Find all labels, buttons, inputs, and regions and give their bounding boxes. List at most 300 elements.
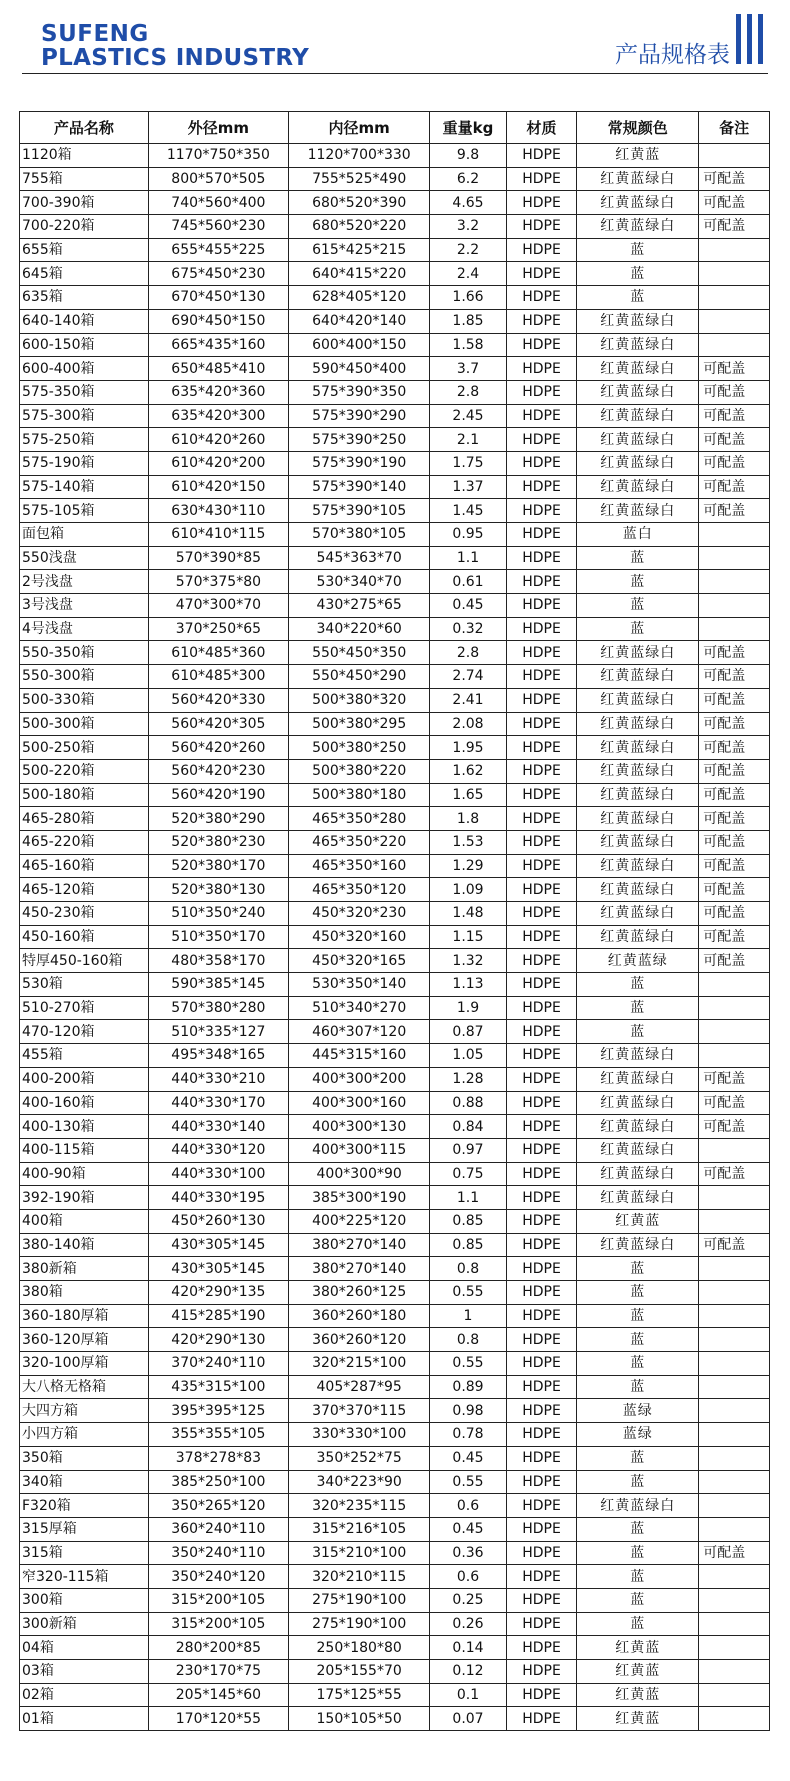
product-name-cell: 700-220箱: [20, 215, 149, 239]
material-cell: HDPE: [506, 1683, 577, 1707]
outer-size-cell: 635*420*300: [148, 404, 288, 428]
outer-size-cell: 610*420*150: [148, 475, 288, 499]
remark-cell: 可配盖: [699, 191, 770, 215]
outer-size-cell: 560*420*330: [148, 688, 288, 712]
weight-cell: 0.45: [430, 1446, 506, 1470]
material-cell: HDPE: [506, 1352, 577, 1376]
color-cell: 蓝: [577, 546, 699, 570]
material-cell: HDPE: [506, 238, 577, 262]
table-row: [20, 1067, 770, 1091]
weight-cell: 0.78: [430, 1423, 506, 1447]
outer-size-cell: 570*390*85: [148, 546, 288, 570]
inner-size-cell: 615*425*215: [288, 238, 429, 262]
product-name-cell: 320-100厚箱: [20, 1352, 149, 1376]
outer-size-cell: 1170*750*350: [148, 144, 288, 168]
material-cell: HDPE: [506, 594, 577, 618]
remark-cell: [699, 144, 770, 168]
product-name-cell: 400-90箱: [20, 1162, 149, 1186]
product-name-cell: 400-160箱: [20, 1091, 149, 1115]
material-cell: HDPE: [506, 783, 577, 807]
weight-cell: 1.05: [430, 1044, 506, 1068]
table-row: [20, 830, 770, 854]
product-name-cell: 360-120厚箱: [20, 1328, 149, 1352]
remark-cell: 可配盖: [699, 1541, 770, 1565]
inner-size-cell: 500*380*180: [288, 783, 429, 807]
product-name-cell: 450-160箱: [20, 925, 149, 949]
material-cell: HDPE: [506, 333, 577, 357]
inner-size-cell: 400*300*115: [288, 1138, 429, 1162]
table-row: [20, 1470, 770, 1494]
remark-cell: [699, 1636, 770, 1660]
weight-cell: 0.85: [430, 1209, 506, 1233]
remark-cell: 可配盖: [699, 759, 770, 783]
table-row: [20, 1186, 770, 1210]
inner-size-cell: 575*390*290: [288, 404, 429, 428]
weight-cell: 1.09: [430, 878, 506, 902]
table-row: [20, 523, 770, 547]
product-name-cell: 大八格无格箱: [20, 1375, 149, 1399]
color-cell: 蓝: [577, 286, 699, 310]
remark-cell: 可配盖: [699, 783, 770, 807]
brand-line-2: PLASTICS INDUSTRY: [41, 45, 310, 71]
remark-cell: 可配盖: [699, 167, 770, 191]
remark-cell: [699, 996, 770, 1020]
table-row: [20, 191, 770, 215]
product-name-cell: 510-270箱: [20, 996, 149, 1020]
weight-cell: 0.45: [430, 1517, 506, 1541]
table-row: [20, 1375, 770, 1399]
remark-cell: 可配盖: [699, 878, 770, 902]
decorative-bars-icon: [736, 14, 763, 64]
outer-size-cell: 230*170*75: [148, 1660, 288, 1684]
color-cell: 红黄蓝绿: [577, 949, 699, 973]
color-cell: 蓝: [577, 1588, 699, 1612]
table-row: [20, 238, 770, 262]
product-name-cell: 01箱: [20, 1707, 149, 1731]
outer-size-cell: 740*560*400: [148, 191, 288, 215]
remark-cell: [699, 1328, 770, 1352]
color-cell: 红黄蓝绿白: [577, 712, 699, 736]
remark-cell: [699, 1375, 770, 1399]
inner-size-cell: 680*520*390: [288, 191, 429, 215]
material-cell: HDPE: [506, 854, 577, 878]
table-row: [20, 1328, 770, 1352]
remark-cell: [699, 1494, 770, 1518]
table-row: [20, 1494, 770, 1518]
weight-cell: 2.08: [430, 712, 506, 736]
table-row: [20, 665, 770, 689]
outer-size-cell: 370*250*65: [148, 617, 288, 641]
table-row: [20, 1257, 770, 1281]
color-cell: 蓝: [577, 1565, 699, 1589]
remark-cell: [699, 333, 770, 357]
inner-size-cell: 400*300*90: [288, 1162, 429, 1186]
remark-cell: 可配盖: [699, 1162, 770, 1186]
inner-size-cell: 350*252*75: [288, 1446, 429, 1470]
inner-size-cell: 175*125*55: [288, 1683, 429, 1707]
outer-size-cell: 560*420*260: [148, 736, 288, 760]
material-cell: HDPE: [506, 1281, 577, 1305]
remark-cell: [699, 617, 770, 641]
material-cell: HDPE: [506, 262, 577, 286]
weight-cell: 1.95: [430, 736, 506, 760]
remark-cell: [699, 1304, 770, 1328]
page-header: [0, 0, 790, 80]
color-cell: 红黄蓝绿白: [577, 665, 699, 689]
inner-size-cell: 500*380*295: [288, 712, 429, 736]
weight-cell: 0.88: [430, 1091, 506, 1115]
inner-size-cell: 755*525*490: [288, 167, 429, 191]
inner-size-cell: 545*363*70: [288, 546, 429, 570]
inner-size-cell: 315*210*100: [288, 1541, 429, 1565]
product-name-cell: 500-300箱: [20, 712, 149, 736]
weight-cell: 0.55: [430, 1470, 506, 1494]
outer-size-cell: 315*200*105: [148, 1588, 288, 1612]
weight-cell: 1.29: [430, 854, 506, 878]
product-name-cell: 380箱: [20, 1281, 149, 1305]
color-cell: 蓝白: [577, 523, 699, 547]
material-cell: HDPE: [506, 357, 577, 381]
color-cell: 红黄蓝绿白: [577, 333, 699, 357]
outer-size-cell: 440*330*195: [148, 1186, 288, 1210]
product-name-cell: 315箱: [20, 1541, 149, 1565]
remark-cell: [699, 1209, 770, 1233]
column-header: 常规颜色: [577, 112, 699, 144]
material-cell: HDPE: [506, 167, 577, 191]
inner-size-cell: 275*190*100: [288, 1588, 429, 1612]
outer-size-cell: 610*420*260: [148, 428, 288, 452]
outer-size-cell: 745*560*230: [148, 215, 288, 239]
inner-size-cell: 600*400*150: [288, 333, 429, 357]
outer-size-cell: 385*250*100: [148, 1470, 288, 1494]
product-name-cell: 550-300箱: [20, 665, 149, 689]
color-cell: 红黄蓝绿白: [577, 1162, 699, 1186]
outer-size-cell: 570*380*280: [148, 996, 288, 1020]
inner-size-cell: 465*350*120: [288, 878, 429, 902]
inner-size-cell: 330*330*100: [288, 1423, 429, 1447]
table-row: [20, 428, 770, 452]
table-row: [20, 783, 770, 807]
color-cell: 红黄蓝绿白: [577, 878, 699, 902]
table-row: [20, 712, 770, 736]
material-cell: HDPE: [506, 641, 577, 665]
outer-size-cell: 450*260*130: [148, 1209, 288, 1233]
material-cell: HDPE: [506, 428, 577, 452]
table-row: [20, 641, 770, 665]
table-row: [20, 1020, 770, 1044]
outer-size-cell: 520*380*230: [148, 830, 288, 854]
color-cell: 蓝: [577, 1020, 699, 1044]
color-cell: 蓝: [577, 1304, 699, 1328]
inner-size-cell: 628*405*120: [288, 286, 429, 310]
remark-cell: [699, 523, 770, 547]
material-cell: HDPE: [506, 665, 577, 689]
material-cell: HDPE: [506, 1044, 577, 1068]
weight-cell: 1.58: [430, 333, 506, 357]
weight-cell: 1.1: [430, 1186, 506, 1210]
remark-cell: [699, 1470, 770, 1494]
material-cell: HDPE: [506, 712, 577, 736]
remark-cell: 可配盖: [699, 949, 770, 973]
material-cell: HDPE: [506, 830, 577, 854]
remark-cell: [699, 1138, 770, 1162]
material-cell: HDPE: [506, 380, 577, 404]
column-header: 外径mm: [148, 112, 288, 144]
color-cell: 蓝绿: [577, 1399, 699, 1423]
color-cell: 蓝: [577, 238, 699, 262]
material-cell: HDPE: [506, 949, 577, 973]
weight-cell: 0.1: [430, 1683, 506, 1707]
product-name-cell: 575-250箱: [20, 428, 149, 452]
inner-size-cell: 315*216*105: [288, 1517, 429, 1541]
inner-size-cell: 575*390*190: [288, 451, 429, 475]
remark-cell: [699, 286, 770, 310]
outer-size-cell: 610*410*115: [148, 523, 288, 547]
color-cell: 蓝: [577, 973, 699, 997]
color-cell: 红黄蓝绿白: [577, 783, 699, 807]
weight-cell: 1.32: [430, 949, 506, 973]
outer-size-cell: 560*420*230: [148, 759, 288, 783]
material-cell: HDPE: [506, 1304, 577, 1328]
remark-cell: 可配盖: [699, 688, 770, 712]
material-cell: HDPE: [506, 144, 577, 168]
material-cell: HDPE: [506, 1375, 577, 1399]
color-cell: 红黄蓝绿白: [577, 475, 699, 499]
color-cell: 红黄蓝绿白: [577, 1067, 699, 1091]
weight-cell: 0.8: [430, 1328, 506, 1352]
remark-cell: [699, 1186, 770, 1210]
inner-size-cell: 450*320*165: [288, 949, 429, 973]
color-cell: 红黄蓝绿白: [577, 1091, 699, 1115]
outer-size-cell: 440*330*170: [148, 1091, 288, 1115]
table-row: [20, 357, 770, 381]
weight-cell: 0.12: [430, 1660, 506, 1684]
color-cell: 红黄蓝绿白: [577, 925, 699, 949]
product-name-cell: 635箱: [20, 286, 149, 310]
weight-cell: 1.28: [430, 1067, 506, 1091]
inner-size-cell: 430*275*65: [288, 594, 429, 618]
remark-cell: 可配盖: [699, 641, 770, 665]
remark-cell: [699, 262, 770, 286]
color-cell: 红黄蓝绿白: [577, 215, 699, 239]
remark-cell: 可配盖: [699, 807, 770, 831]
color-cell: 红黄蓝绿白: [577, 641, 699, 665]
product-name-cell: 500-330箱: [20, 688, 149, 712]
product-name-cell: 640-140箱: [20, 309, 149, 333]
outer-size-cell: 350*240*110: [148, 1541, 288, 1565]
color-cell: 蓝: [577, 570, 699, 594]
inner-size-cell: 385*300*190: [288, 1186, 429, 1210]
remark-cell: 可配盖: [699, 925, 770, 949]
table-row: [20, 996, 770, 1020]
remark-cell: 可配盖: [699, 499, 770, 523]
table-row: [20, 570, 770, 594]
outer-size-cell: 800*570*505: [148, 167, 288, 191]
table-row: [20, 167, 770, 191]
remark-cell: [699, 570, 770, 594]
weight-cell: 0.61: [430, 570, 506, 594]
material-cell: HDPE: [506, 451, 577, 475]
material-cell: HDPE: [506, 1233, 577, 1257]
outer-size-cell: 510*350*170: [148, 925, 288, 949]
color-cell: 蓝: [577, 1446, 699, 1470]
material-cell: HDPE: [506, 925, 577, 949]
color-cell: 红黄蓝绿白: [577, 830, 699, 854]
outer-size-cell: 470*300*70: [148, 594, 288, 618]
outer-size-cell: 690*450*150: [148, 309, 288, 333]
outer-size-cell: 560*420*190: [148, 783, 288, 807]
weight-cell: 1.15: [430, 925, 506, 949]
remark-cell: 可配盖: [699, 854, 770, 878]
material-cell: HDPE: [506, 286, 577, 310]
table-row: [20, 1517, 770, 1541]
material-cell: HDPE: [506, 1707, 577, 1731]
table-row: [20, 1399, 770, 1423]
inner-size-cell: 575*390*250: [288, 428, 429, 452]
color-cell: 红黄蓝绿白: [577, 759, 699, 783]
inner-size-cell: 370*370*115: [288, 1399, 429, 1423]
material-cell: HDPE: [506, 973, 577, 997]
outer-size-cell: 370*240*110: [148, 1352, 288, 1376]
inner-size-cell: 465*350*160: [288, 854, 429, 878]
outer-size-cell: 510*335*127: [148, 1020, 288, 1044]
material-cell: HDPE: [506, 902, 577, 926]
remark-cell: [699, 546, 770, 570]
table-row: [20, 1446, 770, 1470]
remark-cell: 可配盖: [699, 830, 770, 854]
product-name-cell: F320箱: [20, 1494, 149, 1518]
color-cell: 红黄蓝绿白: [577, 1186, 699, 1210]
table-row: [20, 286, 770, 310]
weight-cell: 1.9: [430, 996, 506, 1020]
inner-size-cell: 360*260*120: [288, 1328, 429, 1352]
product-name-cell: 500-220箱: [20, 759, 149, 783]
remark-cell: [699, 1446, 770, 1470]
inner-size-cell: 640*415*220: [288, 262, 429, 286]
table-body: [20, 144, 770, 1731]
product-name-cell: 315厚箱: [20, 1517, 149, 1541]
color-cell: 红黄蓝绿白: [577, 854, 699, 878]
material-cell: HDPE: [506, 191, 577, 215]
remark-cell: [699, 1707, 770, 1731]
table-row: [20, 902, 770, 926]
color-cell: 蓝: [577, 1352, 699, 1376]
brand-line-1: SUFENG: [41, 21, 149, 47]
weight-cell: 1.75: [430, 451, 506, 475]
product-name-cell: 465-280箱: [20, 807, 149, 831]
color-cell: 红黄蓝绿白: [577, 807, 699, 831]
inner-size-cell: 380*270*140: [288, 1257, 429, 1281]
table-row: [20, 1115, 770, 1139]
color-cell: 红黄蓝绿白: [577, 1115, 699, 1139]
outer-size-cell: 520*380*290: [148, 807, 288, 831]
inner-size-cell: 320*215*100: [288, 1352, 429, 1376]
weight-cell: 1.45: [430, 499, 506, 523]
color-cell: 红黄蓝: [577, 1660, 699, 1684]
remark-cell: [699, 1257, 770, 1281]
weight-cell: 2.1: [430, 428, 506, 452]
color-cell: 蓝: [577, 1257, 699, 1281]
column-header: 产品名称: [20, 112, 149, 144]
material-cell: HDPE: [506, 1138, 577, 1162]
product-name-cell: 575-105箱: [20, 499, 149, 523]
outer-size-cell: 350*265*120: [148, 1494, 288, 1518]
inner-size-cell: 465*350*220: [288, 830, 429, 854]
color-cell: 红黄蓝: [577, 1209, 699, 1233]
inner-size-cell: 575*390*105: [288, 499, 429, 523]
weight-cell: 1: [430, 1304, 506, 1328]
weight-cell: 0.85: [430, 1233, 506, 1257]
table-row: [20, 854, 770, 878]
weight-cell: 0.97: [430, 1138, 506, 1162]
inner-size-cell: 150*105*50: [288, 1707, 429, 1731]
material-cell: HDPE: [506, 1162, 577, 1186]
product-name-cell: 500-180箱: [20, 783, 149, 807]
remark-cell: [699, 1565, 770, 1589]
table-row: [20, 1044, 770, 1068]
weight-cell: 0.14: [430, 1636, 506, 1660]
color-cell: 蓝: [577, 1328, 699, 1352]
material-cell: HDPE: [506, 1091, 577, 1115]
material-cell: HDPE: [506, 215, 577, 239]
inner-size-cell: 205*155*70: [288, 1660, 429, 1684]
remark-cell: 可配盖: [699, 357, 770, 381]
material-cell: HDPE: [506, 1186, 577, 1210]
product-name-cell: 600-400箱: [20, 357, 149, 381]
material-cell: HDPE: [506, 523, 577, 547]
outer-size-cell: 650*485*410: [148, 357, 288, 381]
remark-cell: 可配盖: [699, 380, 770, 404]
product-name-cell: 窄320-115箱: [20, 1565, 149, 1589]
table-row: [20, 1683, 770, 1707]
outer-size-cell: 395*395*125: [148, 1399, 288, 1423]
weight-cell: 4.65: [430, 191, 506, 215]
product-name-cell: 655箱: [20, 238, 149, 262]
outer-size-cell: 440*330*100: [148, 1162, 288, 1186]
remark-cell: 可配盖: [699, 404, 770, 428]
remark-cell: 可配盖: [699, 428, 770, 452]
weight-cell: 1.37: [430, 475, 506, 499]
inner-size-cell: 570*380*105: [288, 523, 429, 547]
material-cell: HDPE: [506, 1328, 577, 1352]
product-name-cell: 02箱: [20, 1683, 149, 1707]
inner-size-cell: 445*315*160: [288, 1044, 429, 1068]
product-name-cell: 大四方箱: [20, 1399, 149, 1423]
product-name-cell: 380-140箱: [20, 1233, 149, 1257]
table-row: [20, 144, 770, 168]
remark-cell: [699, 594, 770, 618]
outer-size-cell: 665*435*160: [148, 333, 288, 357]
table-row: [20, 380, 770, 404]
product-name-cell: 500-250箱: [20, 736, 149, 760]
product-name-cell: 3号浅盘: [20, 594, 149, 618]
column-header: 内径mm: [288, 112, 429, 144]
remark-cell: 可配盖: [699, 665, 770, 689]
color-cell: 红黄蓝绿白: [577, 167, 699, 191]
product-name-cell: 380新箱: [20, 1257, 149, 1281]
inner-size-cell: 400*225*120: [288, 1209, 429, 1233]
weight-cell: 1.1: [430, 546, 506, 570]
weight-cell: 1.53: [430, 830, 506, 854]
outer-size-cell: 440*330*210: [148, 1067, 288, 1091]
product-name-cell: 360-180厚箱: [20, 1304, 149, 1328]
color-cell: 红黄蓝绿白: [577, 404, 699, 428]
table-row: [20, 1209, 770, 1233]
weight-cell: 0.55: [430, 1352, 506, 1376]
product-name-cell: 575-300箱: [20, 404, 149, 428]
product-name-cell: 小四方箱: [20, 1423, 149, 1447]
color-cell: 蓝绿: [577, 1423, 699, 1447]
